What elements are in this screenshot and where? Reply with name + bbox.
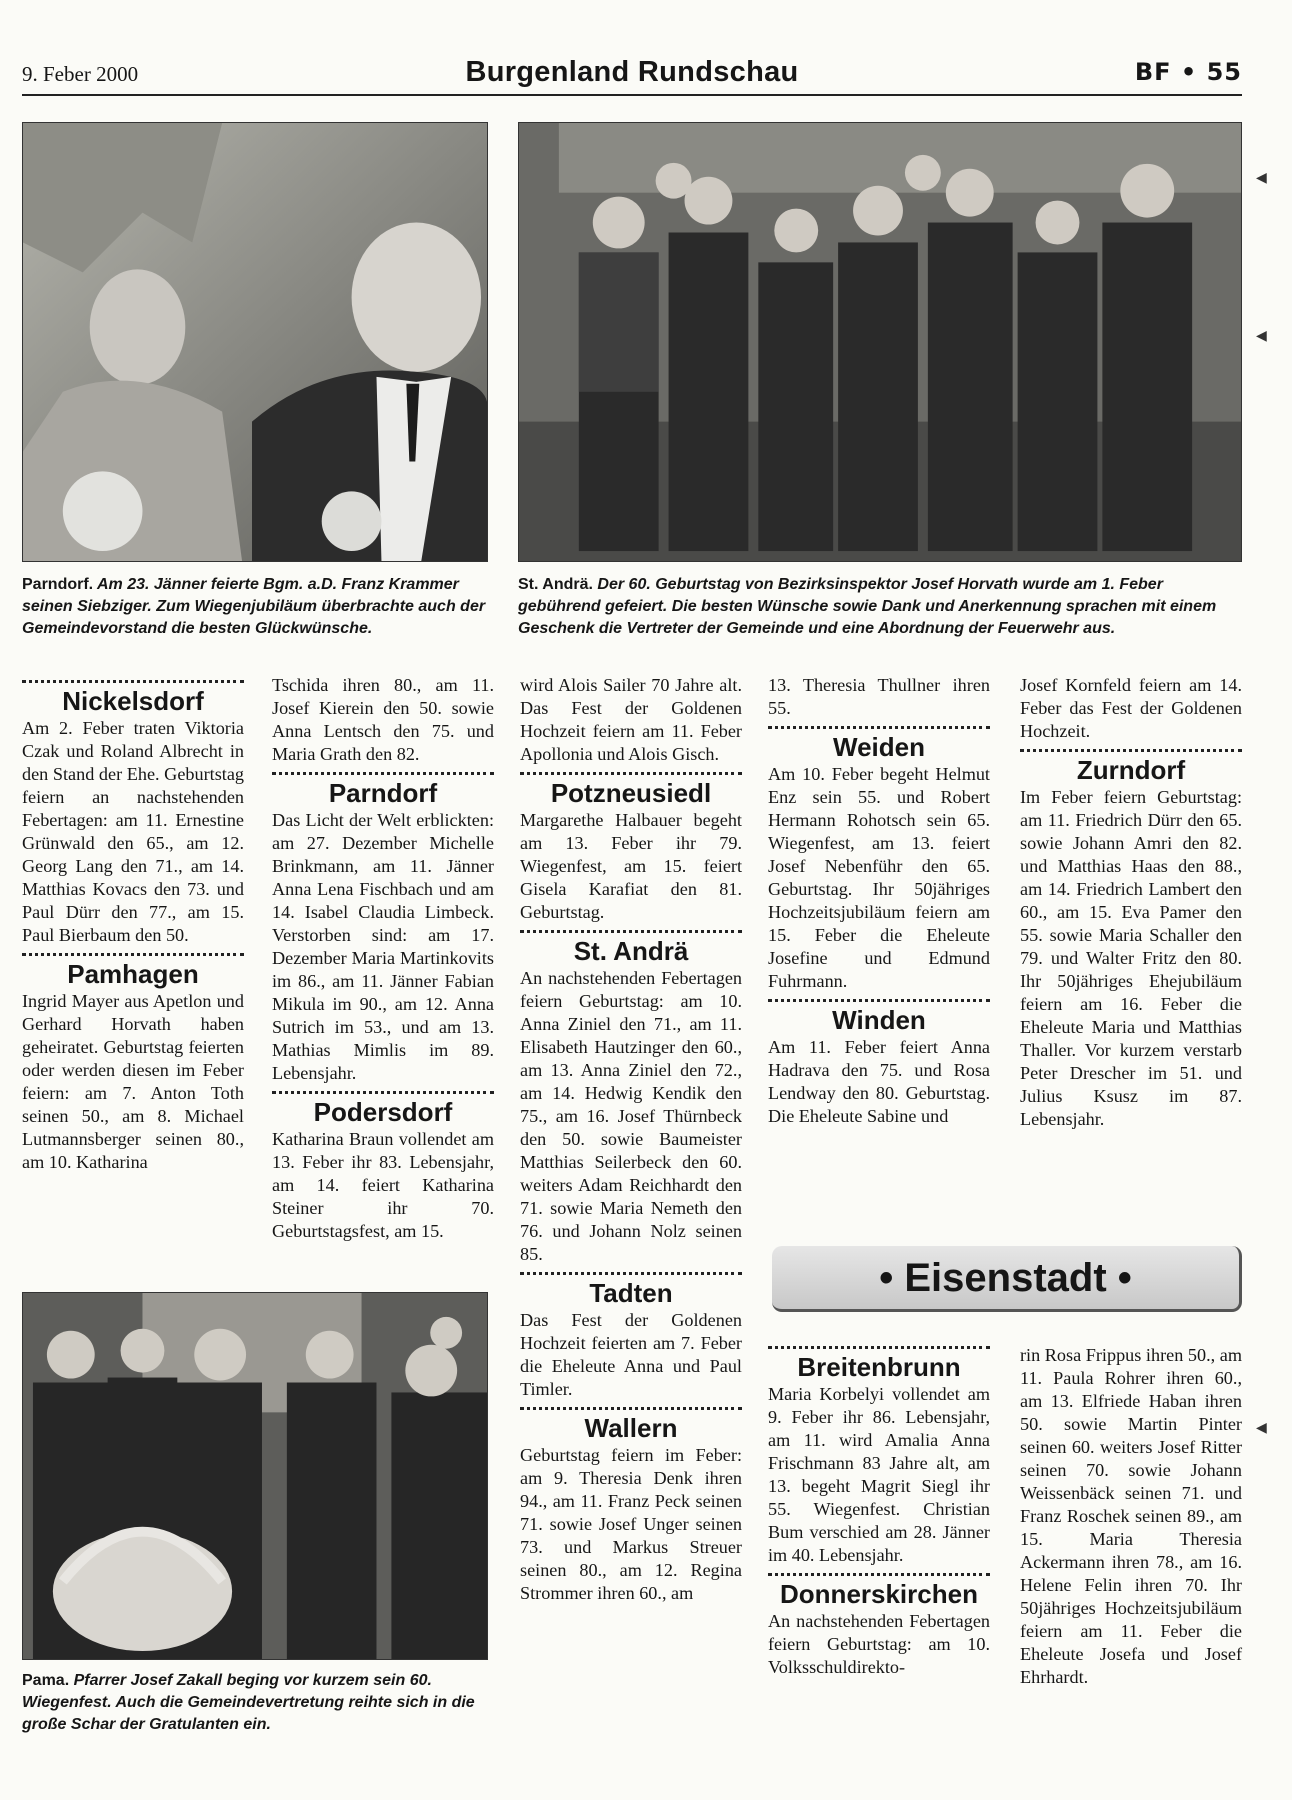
caption-place: Parndorf. (22, 576, 94, 593)
photo-st-andrae-image (519, 123, 1241, 561)
photo-st-andrae (518, 122, 1242, 562)
article-podersdorf: Katharina Braun vollendet am 13. Feber ihr 83. Lebensjahr, am 14. feiert Katharina Steiner ihr 70. Geburtstagsfest, am 15. (272, 1129, 494, 1241)
article-nickelsdorf: Am 2. Feber traten Viktoria Czak und Roland Albrecht in den Stand der Ehe. Geburtstag feiern an nachstehenden Febertagen: am 11. Ernestine Grünwald den 65., am 12. Georg Lang den 71., am 14. Matthias Kovacs den 73. und Paul Dürr den 77., am 15. Paul Bierbaum den 50. (22, 718, 244, 945)
caption-place: Pama. (22, 1672, 70, 1689)
page-header (22, 56, 1242, 96)
caption-st-andrae (518, 574, 1242, 640)
photo-parndorf (22, 122, 488, 562)
heading-wallern: Wallern (584, 1413, 678, 1443)
article-potzneusiedl: Margarethe Halbauer begeht am 13. Feber ihr 79. Wiegenfest, am 15. feiert Gisela Karafiat den 81. Geburtstag. (520, 810, 742, 922)
heading-nickelsdorf: Nickelsdorf (62, 686, 204, 716)
caption-text: Der 60. Geburtstag von Bezirksinspektor Josef Horvath wurde am 1. Feber gebührend gefeiert. Die besten Wünsche sowie Dank und Anerkennung sprachen mit einem Geschenk die Vertreter der Gemeinde und eine Abordnung der Feuerwehr aus. (518, 576, 1217, 637)
dotted-separator (22, 680, 244, 683)
photo-parndorf-image (23, 123, 487, 561)
column-2 (272, 674, 494, 1243)
article-tadten: Das Fest der Goldenen Hochzeit feierten am 7. Feber die Eheleute Anna und Paul Timler. (520, 1310, 742, 1399)
scan-mark-icon: ◀ (1256, 170, 1267, 186)
scan-mark-icon: ◀ (1256, 328, 1267, 344)
column-eisenstadt-left (768, 1340, 990, 1679)
column-5 (1020, 674, 1242, 1131)
heading-breitenbrunn: Breitenbrunn (797, 1352, 961, 1382)
dotted-separator (22, 953, 244, 956)
caption-parndorf (22, 574, 488, 640)
dotted-separator (768, 1573, 990, 1576)
dotted-separator (520, 772, 742, 775)
heading-pamhagen: Pamhagen (67, 959, 199, 989)
heading-donnerskirchen: Donnerskirchen (780, 1579, 978, 1609)
heading-zurndorf: Zurndorf (1076, 755, 1186, 785)
dotted-separator (520, 1272, 742, 1275)
article-continued: wird Alois Sailer 70 Jahre alt. Das Fest der Goldenen Hochzeit feiern am 11. Feber Apollonia und Alois Gisch. (520, 675, 742, 764)
heading-winden: Winden (832, 1005, 926, 1035)
article-donnerskirchen: An nachstehenden Febertagen feiern Geburtstag: am 10. Volksschuldirekto- (768, 1611, 990, 1677)
article-parndorf: Das Licht der Welt erblickten: am 27. Dezember Michelle Brinkmann, am 11. Jänner Anna Lena Fischbach und am 14. Isabel Claudia Limbeck. Verstorben sind: am 17. Dezember Maria Martinkovits im 86., am 11. Jänner Fabian Mikula im 90., am 12. Anna Sutrich im 53., und am 13. Mathias Mimlis im 89. Lebensjahr. (272, 810, 494, 1083)
caption-text: Pfarrer Josef Zakall beging vor kurzem sein 60. Wiegenfest. Auch die Gemeindevertretung reihte sich in die große Schar der Gratulanten ein. (22, 1672, 475, 1733)
section-banner-eisenstadt: • Eisenstadt • (772, 1246, 1242, 1312)
dotted-separator (1020, 749, 1242, 752)
photo-pama (22, 1292, 488, 1660)
caption-pama (22, 1670, 488, 1736)
article-pamhagen: Ingrid Mayer aus Apetlon und Gerhard Horvath haben geheiratet. Geburtstag feierten oder werden diesen im Feber feiern: am 7. Anton Toth seinen 50., am 8. Michael Lutmannsberger seinen 80., am 10. Katharina (22, 991, 244, 1172)
dotted-separator (520, 930, 742, 933)
article-breitenbrunn: Maria Korbelyi vollendet am 9. Feber ihr 86. Lebensjahr, am 11. wird Amalia Anna Frischmann 83 Jahre alt, am 13. begeht Magrit Siegl ihr 55. Wiegenfest. Christian Bum verschied am 28. Jänner im 40. Lebensjahr. (768, 1384, 990, 1565)
dotted-separator (272, 1091, 494, 1094)
dotted-separator (768, 999, 990, 1002)
photo-pama-image (23, 1293, 487, 1659)
dotted-separator (768, 1346, 990, 1349)
heading-podersdorf: Podersdorf (313, 1097, 453, 1127)
caption-text: Am 23. Jänner feierte Bgm. a.D. Franz Krammer seinen Siebziger. Zum Wiegenjubiläum überbrachte auch der Gemeindevorstand die besten Glückwünsche. (22, 576, 486, 637)
article-continued: 13. Theresia Thullner ihren 55. (768, 675, 990, 718)
dotted-separator (520, 1407, 742, 1410)
article-winden: Am 11. Feber feiert Anna Hadrava den 75. und Rosa Lendway den 80. Geburtstag. Die Eheleute Sabine und (768, 1037, 990, 1126)
issue-date: 9. Feber 2000 (22, 62, 139, 86)
scan-mark-icon: ◀ (1256, 1420, 1267, 1436)
article-wallern: Geburtstag feiern im Feber: am 9. Theresia Denk ihren 94., am 11. Franz Peck seinen 71. sowie Josef Unger seinen 73. und Markus Streuer seinen 80., am 12. Regina Strommer ihren 60., am (520, 1445, 742, 1603)
newspaper-title: Burgenland Rundschau (465, 56, 799, 88)
page-number: BF • 55 (1134, 58, 1242, 86)
heading-potzneusiedl: Potzneusiedl (550, 778, 712, 808)
article-donnerskirchen-continued: rin Rosa Frippus ihren 50., am 11. Paula Rohrer ihren 60., am 13. Elfriede Haban ihren 50. sowie Martin Pinter seinen 60. weiters Josef Ritter seinen 70. sowie Johann Weissenbäck seinen 71. und Franz Roschek seinen 89., am 15. Maria Theresia Ackermann ihren 78., am 16. Helene Felin ihren 70. Ihr 50jähriges Hochzeitsjubiläum feiern am 11. Feber die Eheleute Josefa und Josef Ehrhardt. (1020, 1345, 1242, 1687)
dotted-separator (768, 726, 990, 729)
heading-st-andrae: St. Andrä (573, 936, 689, 966)
article-continued: Tschida ihren 80., am 11. Josef Kierein den 50. sowie Anna Lentsch den 75. und Maria Grath den 82. (272, 675, 494, 764)
caption-place: St. Andrä. (518, 576, 593, 593)
heading-parndorf: Parndorf (328, 778, 438, 808)
heading-tadten: Tadten (589, 1278, 673, 1308)
column-1 (22, 674, 244, 1174)
article-st-andrae: An nachstehenden Febertagen feiern Geburtstag: am 10. Anna Ziniel den 71., am 11. Elisabeth Hautzinger den 60., am 13. Anna Ziniel den 72., am 14. Hedwig Kendik den 75., am 16. Josef Thürnbeck den 50. sowie Baumeister Matthias Seilerbeck den 60. weiters Adam Reichhardt den 71. sowie Maria Nemeth den 76. und Johann Nolz seinen 85. (520, 968, 742, 1264)
heading-weiden: Weiden (833, 732, 925, 762)
column-eisenstadt-right (1020, 1344, 1242, 1689)
dotted-separator (272, 772, 494, 775)
article-continued: Josef Kornfeld feiern am 14. Feber das Fest der Goldenen Hochzeit. (1020, 675, 1242, 741)
article-weiden: Am 10. Feber begeht Helmut Enz sein 55. und Robert Hermann Rohotsch sein 65. Wiegenfest, am 13. feiert Josef Nebenführ den 65. Geburtstag. Ihr 50jähriges Hochzeitsjubiläum feiern am 15. Feber die Eheleute Josefine und Edmund Fuhrmann. (768, 764, 990, 991)
column-3 (520, 674, 742, 1605)
article-zurndorf: Im Feber feiern Geburtstag: am 11. Friedrich Dürr den 65. sowie Johann Amri den 82. und Matthias Haas den 88., am 14. Friedrich Lambert den 60., am 15. Eva Pamer den 55. sowie Maria Schaller den 79. und Walter Fritz den 80. Ihr 50jähriges Ehejubiläum feiern am 16. Feber die Eheleute Maria und Matthias Thaller. Vor kurzem verstarb Peter Drescher im 51. und Julius Ksusz im 87. Lebensjahr. (1020, 787, 1242, 1129)
column-4 (768, 674, 990, 1128)
